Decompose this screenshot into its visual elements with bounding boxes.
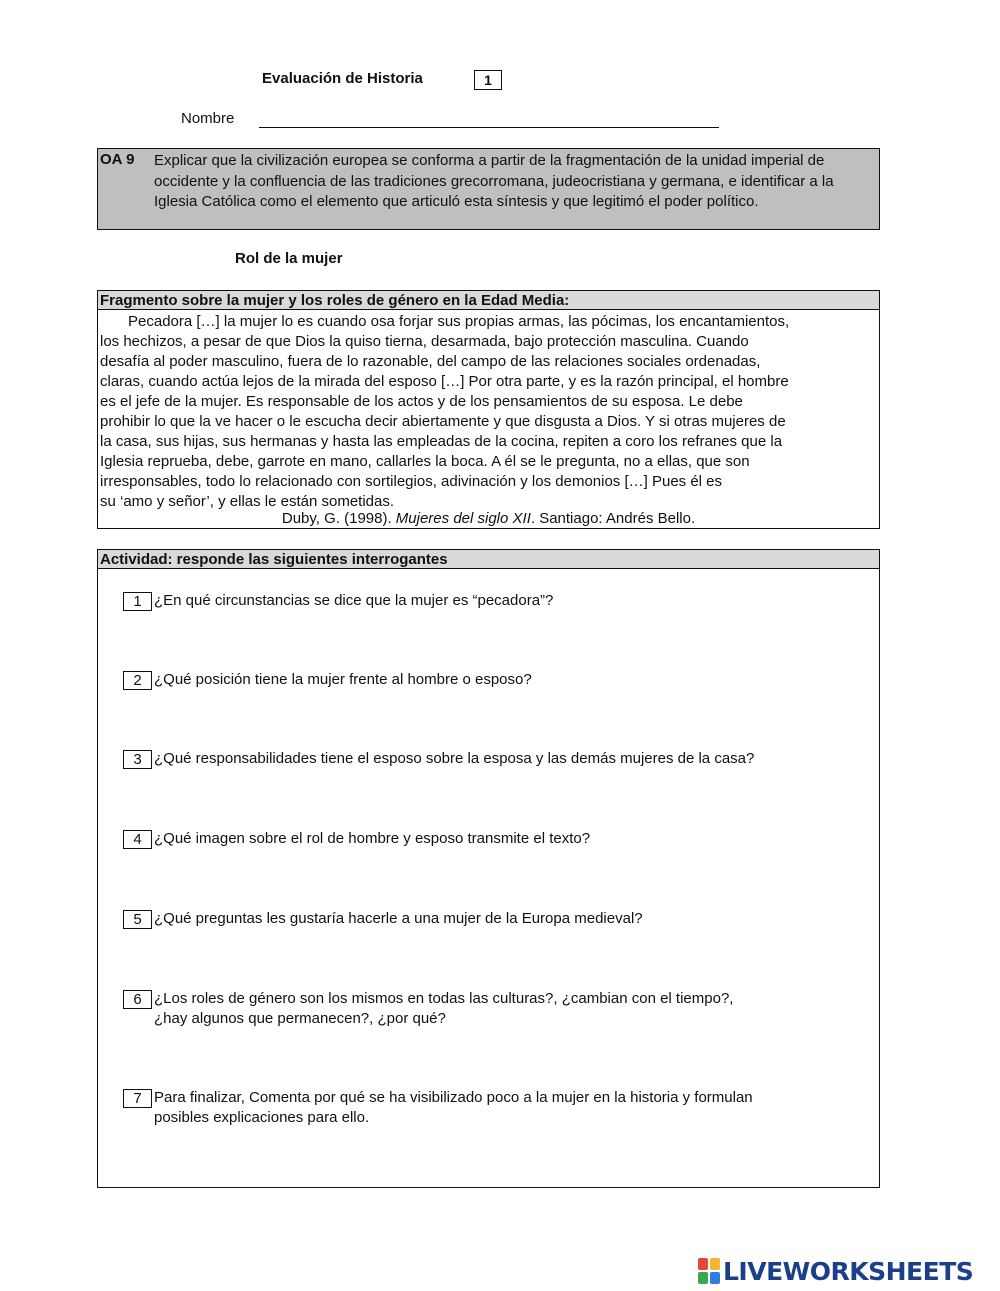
question-line: ¿Qué responsabilidades tiene el esposo sobre la esposa y las demás mujeres de la casa?: [154, 750, 755, 767]
logo-text: LIVEWORKSHEETS: [723, 1256, 974, 1286]
question-number: 5: [123, 910, 152, 929]
objective-text: Explicar que la civilización europea se conforma a partir de la fragmentación de la unidad imperial de occidente y la confluencia de las tradiciones grecorromana, judeocristiana y germana, e identificar a la Iglesia Católica como el elemento que articuló esta síntesis y que legitimó el poder político.: [154, 152, 834, 210]
liveworksheets-logo-icon: [698, 1258, 720, 1284]
question-line: ¿En qué circunstancias se dice que la mujer es “pecadora”?: [154, 592, 554, 609]
liveworksheets-logo[interactable]: [698, 1257, 973, 1285]
page-title: Evaluación de Historia: [262, 70, 423, 87]
fragment-line: su ‘amo y señor’, y ellas le están sometidas.: [100, 493, 395, 510]
question-number: 3: [123, 750, 152, 769]
fragment-line: es el jefe de la mujer. Es responsable de los actos y de los pensamientos de su esposa. Le debe: [100, 393, 743, 410]
fragment-line: prohibir lo que la ve hacer o le escucha decir abiertamente y que disgusta a Dios. Y si otras mujeres de: [100, 413, 786, 430]
question-text: [154, 1088, 834, 1128]
citation-rest: . Santiago: Andrés Bello.: [530, 510, 696, 527]
question-number: 6: [123, 990, 152, 1009]
question-text: [154, 670, 834, 690]
citation-title: Mujeres del siglo XII: [395, 510, 531, 527]
question-text: [154, 989, 834, 1029]
fragment-box: [97, 290, 880, 529]
fragment-citation: [98, 510, 879, 528]
fragment-line: la casa, sus hijas, sus hermanas y hasta las empleadas de la cocina, repiten a coro los refranes que la: [100, 433, 783, 450]
name-label: Nombre: [181, 110, 235, 127]
fragment-line: desafía al poder masculino, fuera de lo razonable, del campo de las relaciones sociales ordenadas,: [100, 353, 761, 370]
fragment-text: [100, 312, 876, 512]
fragment-line: Iglesia reprueba, debe, garrote en mano, callarles la boca. A él se le pregunta, no a ellas, que son: [100, 453, 750, 470]
question-line: ¿Qué posición tiene la mujer frente al hombre o esposo?: [154, 671, 532, 688]
question-text: [154, 829, 834, 849]
activity-box: [97, 549, 880, 1188]
question-line: Para finalizar, Comenta por qué se ha visibilizado poco a la mujer en la historia y formulan: [154, 1089, 753, 1106]
activity-heading: Actividad: responde las siguientes interrogantes: [98, 550, 879, 569]
question-text: [154, 909, 834, 929]
question-number: 7: [123, 1089, 152, 1108]
fragment-line: los hechizos, a pesar de que Dios la quiso tierna, desarmada, bajo protección masculina. Cuando: [100, 333, 749, 350]
objective-code: OA 9: [100, 151, 135, 168]
question-number: 4: [123, 830, 152, 849]
question-number: 1: [123, 592, 152, 611]
question-text: [154, 591, 834, 611]
fragment-line: claras, cuando actúa lejos de la mirada del esposo […] Por otra parte, y es la razón principal, el hombre: [100, 373, 789, 390]
fragment-heading: Fragmento sobre la mujer y los roles de género en la Edad Media:: [98, 291, 879, 310]
question-text: [154, 749, 834, 769]
question-line: ¿Qué imagen sobre el rol de hombre y esposo transmite el texto?: [154, 830, 591, 847]
fragment-line: irresponsables, todo lo relacionado con sortilegios, adivinación y los demonios […] Pues él es: [100, 473, 723, 490]
question-number: 2: [123, 671, 152, 690]
section-title: Rol de la mujer: [235, 250, 343, 267]
page-number-box: 1: [474, 70, 502, 90]
question-line: posibles explicaciones para ello.: [154, 1109, 370, 1126]
objective-box: [97, 148, 880, 230]
question-line: ¿hay algunos que permanecen?, ¿por qué?: [154, 1010, 446, 1027]
question-line: ¿Qué preguntas les gustaría hacerle a una mujer de la Europa medieval?: [154, 910, 643, 927]
question-line: ¿Los roles de género son los mismos en todas las culturas?, ¿cambian con el tiempo?,: [154, 990, 734, 1007]
citation-author: Duby, G. (1998).: [281, 510, 396, 527]
name-input-line[interactable]: [259, 127, 719, 128]
fragment-line: Pecadora […] la mujer lo es cuando osa forjar sus propias armas, las pócimas, los encantamientos,: [128, 313, 790, 330]
